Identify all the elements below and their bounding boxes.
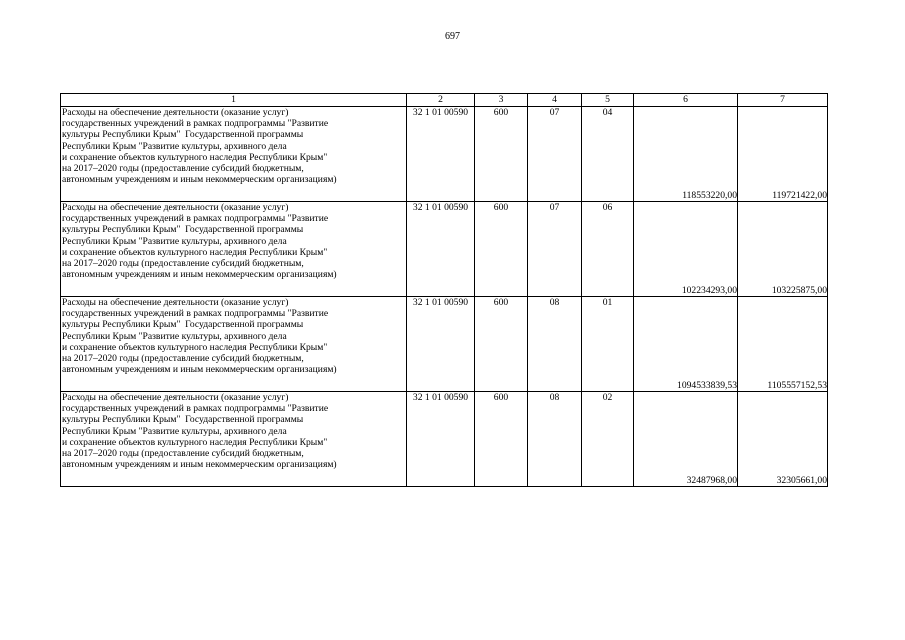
row-description: Расходы на обеспечение деятельности (оказание услуг) государственных учреждений в рамках подпрограммы "Развитие культуры Республики Крым" Государственной программы Республики Крым "Развитие культуры, архивного дела и сохранение объектов культурного наследия Республики Крым" на 2017–2020 годы (предоставление субсидий бюджетным, автономным учреждениям и иным некоммерческим организациям) <box>61 392 407 487</box>
row-section: 07 <box>528 202 582 297</box>
row-amount-2: 103225875,00 <box>738 202 828 297</box>
row-subsection: 04 <box>582 107 634 202</box>
table-row <box>61 107 828 202</box>
row-code: 32 1 01 00590 <box>407 107 475 202</box>
column-header: 1 <box>61 94 407 107</box>
row-section: 07 <box>528 107 582 202</box>
row-amount-2: 1105557152,53 <box>738 297 828 392</box>
column-header: 7 <box>738 94 828 107</box>
row-amount-2: 32305661,00 <box>738 392 828 487</box>
row-type: 600 <box>475 297 528 392</box>
row-amount-1: 118553220,00 <box>634 107 738 202</box>
row-amount-2: 119721422,00 <box>738 107 828 202</box>
row-description: Расходы на обеспечение деятельности (оказание услуг) государственных учреждений в рамках подпрограммы "Развитие культуры Республики Крым" Государственной программы Республики Крым "Развитие культуры, архивного дела и сохранение объектов культурного наследия Республики Крым" на 2017–2020 годы (предоставление субсидий бюджетным, автономным учреждениям и иным некоммерческим организациям) <box>61 297 407 392</box>
row-amount-1: 102234293,00 <box>634 202 738 297</box>
budget-table <box>60 93 828 487</box>
row-type: 600 <box>475 392 528 487</box>
row-code: 32 1 01 00590 <box>407 202 475 297</box>
table-row <box>61 202 828 297</box>
table-row <box>61 392 828 487</box>
row-description: Расходы на обеспечение деятельности (оказание услуг) государственных учреждений в рамках подпрограммы "Развитие культуры Республики Крым" Государственной программы Республики Крым "Развитие культуры, архивного дела и сохранение объектов культурного наследия Республики Крым" на 2017–2020 годы (предоставление субсидий бюджетным, автономным учреждениям и иным некоммерческим организациям) <box>61 107 407 202</box>
table-row <box>61 297 828 392</box>
row-subsection: 01 <box>582 297 634 392</box>
column-header: 3 <box>475 94 528 107</box>
row-amount-1: 32487968,00 <box>634 392 738 487</box>
table-header-row <box>61 94 828 107</box>
row-type: 600 <box>475 107 528 202</box>
column-header: 2 <box>407 94 475 107</box>
row-code: 32 1 01 00590 <box>407 297 475 392</box>
row-description: Расходы на обеспечение деятельности (оказание услуг) государственных учреждений в рамках подпрограммы "Развитие культуры Республики Крым" Государственной программы Республики Крым "Развитие культуры, архивного дела и сохранение объектов культурного наследия Республики Крым" на 2017–2020 годы (предоставление субсидий бюджетным, автономным учреждениям и иным некоммерческим организациям) <box>61 202 407 297</box>
column-header: 6 <box>634 94 738 107</box>
page-number: 697 <box>445 31 460 42</box>
column-header: 4 <box>528 94 582 107</box>
row-type: 600 <box>475 202 528 297</box>
row-amount-1: 1094533839,53 <box>634 297 738 392</box>
row-subsection: 02 <box>582 392 634 487</box>
column-header: 5 <box>582 94 634 107</box>
row-code: 32 1 01 00590 <box>407 392 475 487</box>
row-section: 08 <box>528 392 582 487</box>
row-section: 08 <box>528 297 582 392</box>
row-subsection: 06 <box>582 202 634 297</box>
